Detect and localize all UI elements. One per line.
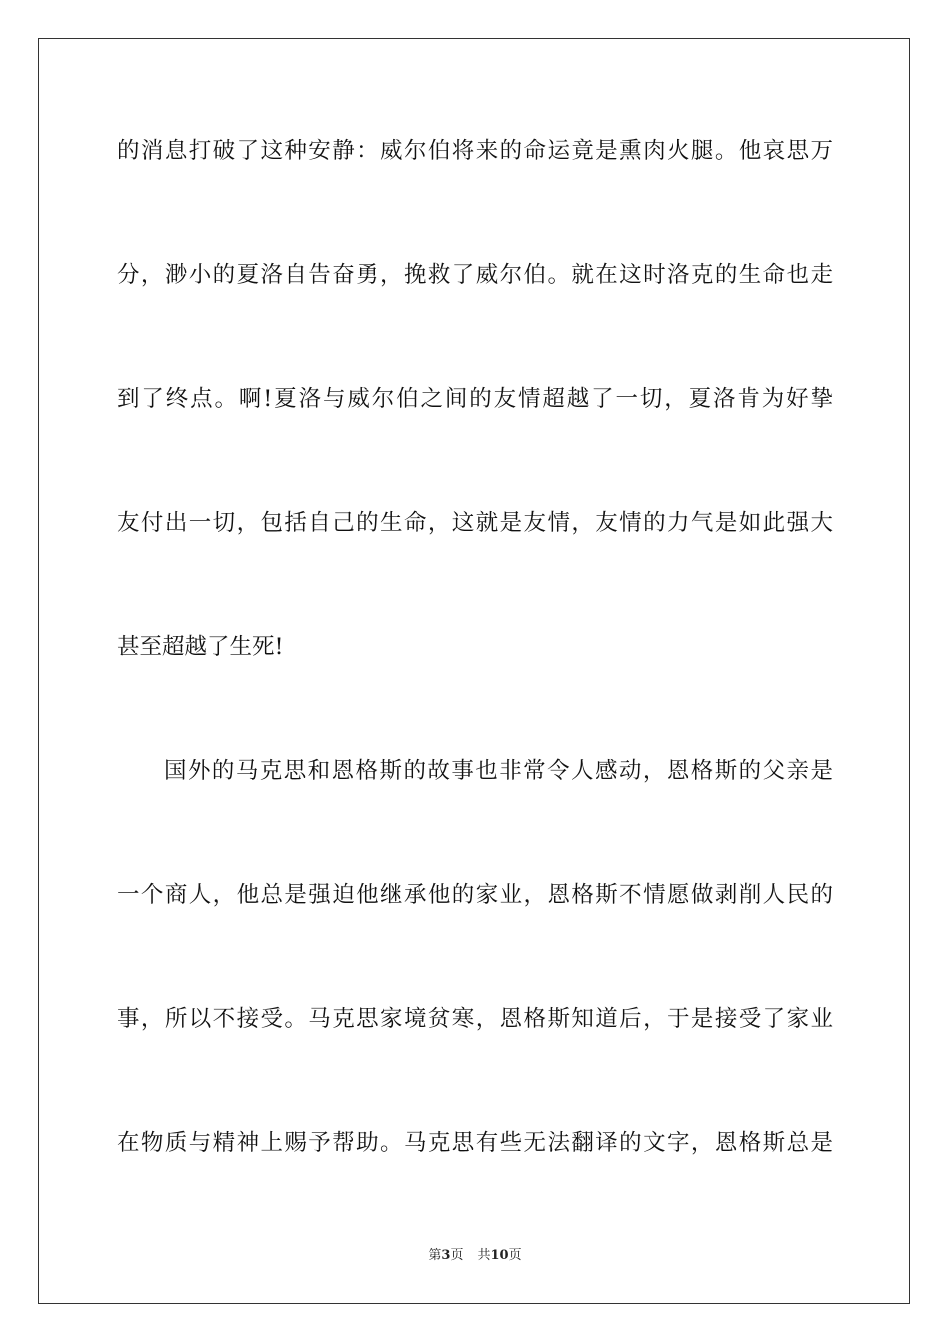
text-line-9: 在物质与精神上赐予帮助。马克思有些无法翻译的文字，恩格斯总是: [117, 1130, 833, 1156]
page-prefix: 第: [428, 1248, 442, 1263]
total-prefix: 共: [477, 1248, 491, 1263]
text-line-1: 的消息打破了这种安静：威尔伯将来的命运竟是熏肉火腿。他哀思万: [117, 138, 833, 164]
text-line-8: 事，所以不接受。马克思家境贫寒，恩格斯知道后，于是接受了家业: [117, 1006, 833, 1032]
text-line-2: 分，渺小的夏洛自告奋勇，挽救了威尔伯。就在这时洛克的生命也走: [117, 262, 833, 288]
total-pages: 10: [490, 1248, 509, 1263]
text-line-6: 国外的马克思和恩格斯的故事也非常令人感动，恩格斯的父亲是: [164, 758, 833, 784]
text-line-4: 友付出一切，包括自己的生命，这就是友情，友情的力气是如此强大: [117, 510, 833, 536]
text-line-3: 到了终点。啊!夏洛与威尔伯之间的友情超越了一切，夏洛肯为好挚: [117, 386, 833, 412]
page-border: [38, 38, 910, 1304]
page-suffix: 页: [450, 1248, 464, 1263]
page-footer: [0, 1247, 950, 1265]
total-suffix: 页: [508, 1248, 522, 1263]
text-line-7: 一个商人，他总是强迫他继承他的家业，恩格斯不情愿做剥削人民的: [117, 882, 833, 908]
text-line-5: 甚至超越了生死!: [117, 634, 284, 660]
page-number: 3: [441, 1248, 451, 1263]
